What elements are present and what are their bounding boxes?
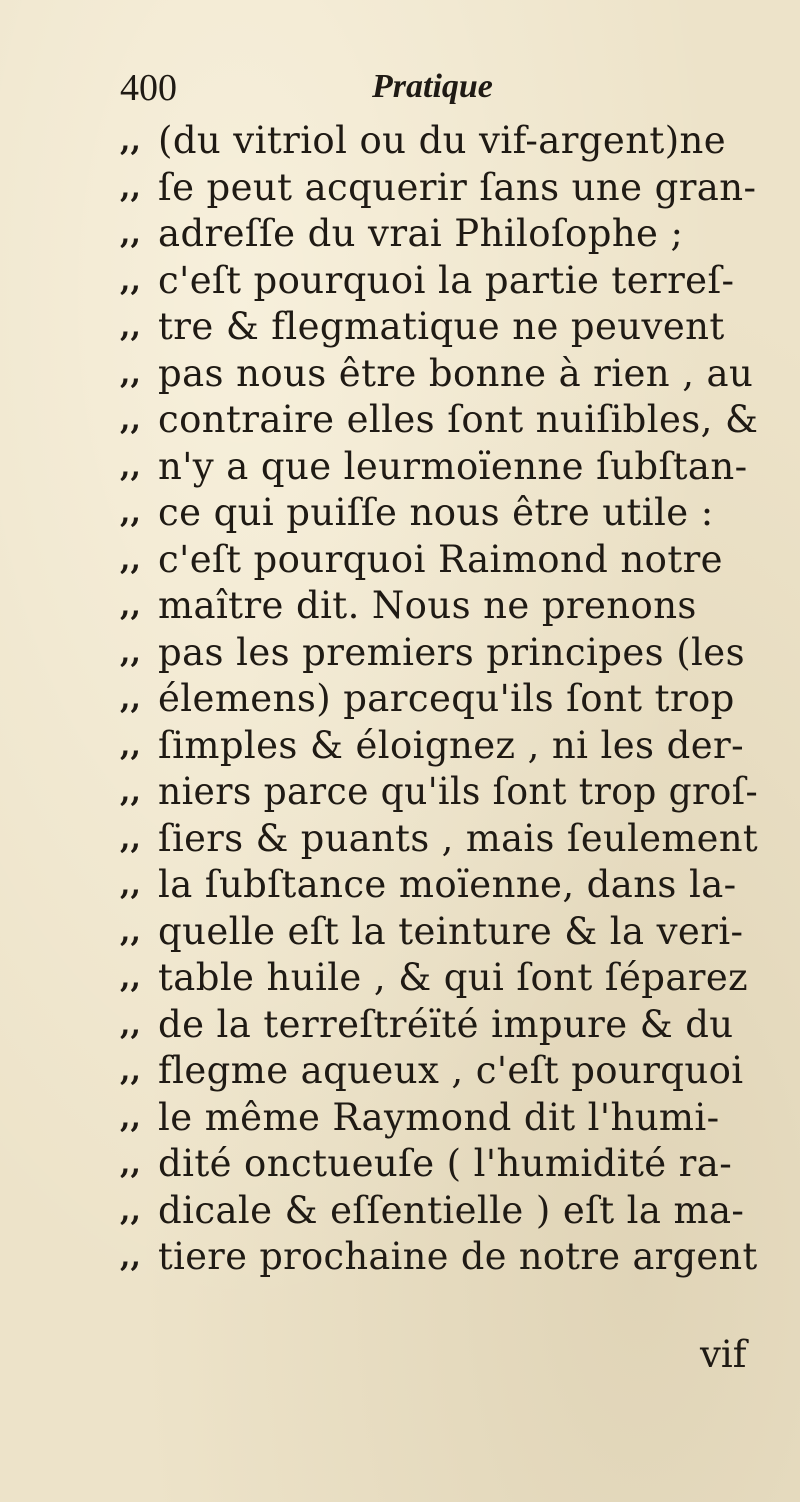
quote-mark: ,, — [120, 867, 141, 902]
line-text: ce qui puiſſe nous être utile : — [158, 491, 714, 534]
quote-mark: ,, — [120, 169, 141, 205]
quote-mark: ,, — [120, 1239, 141, 1274]
text-line — [120, 1002, 760, 1049]
text-line — [120, 444, 760, 491]
text-line — [120, 583, 760, 630]
text-line — [120, 769, 760, 816]
quote-mark: ,, — [120, 309, 141, 344]
quote-mark: ,, — [120, 588, 141, 623]
quote-mark: ,, — [120, 355, 141, 391]
quote-mark: ,, — [120, 1192, 141, 1228]
line-text: dicale & eſſentielle ) eſt la ma- — [158, 1188, 745, 1232]
quote-mark: ,, — [120, 1099, 141, 1135]
line-text: quelle eſt la teinture & la veri- — [158, 909, 744, 953]
text-line — [120, 630, 760, 677]
line-text: adreſſe du vrai Philoſophe ; — [158, 212, 684, 255]
line-text: pas les premiers principes (les — [158, 630, 745, 674]
text-line — [120, 676, 760, 723]
catchword: vif — [700, 1333, 747, 1376]
line-text: ſe peut acquerir ſans une gran- — [158, 165, 757, 209]
line-text: ſimples & éloignez , ni les der- — [158, 723, 744, 767]
line-text: flegme aqueux , c'eſt pourquoi — [158, 1049, 744, 1092]
text-line — [120, 1188, 760, 1235]
text-line — [120, 211, 760, 258]
line-text: élemens) parcequ'ils ſont trop — [158, 677, 735, 720]
quote-mark: ,, — [120, 960, 141, 995]
quote-mark: ,, — [120, 681, 141, 716]
text-line — [120, 490, 760, 537]
line-text: niers parce qu'ils ſont trop groſ- — [158, 770, 759, 813]
page-header — [120, 66, 680, 116]
line-text: maître dit. Nous ne prenons — [158, 584, 697, 627]
text-line — [120, 955, 760, 1002]
line-text: (du vitriol ou du vif-argent)ne — [158, 119, 727, 162]
line-text: contraire elles ſont nuiſibles, & — [158, 398, 759, 441]
line-text: dité onctueuſe ( l'humidité ra- — [158, 1142, 733, 1185]
quote-mark: ,, — [120, 1053, 141, 1088]
running-title: Pratique — [372, 68, 493, 105]
line-text: le même Raymond dit l'humi- — [158, 1095, 720, 1139]
quote-mark: ,, — [120, 216, 141, 251]
quote-mark: ,, — [120, 774, 141, 809]
quote-mark: ,, — [120, 1006, 141, 1042]
line-text: tiere prochaine de notre argent — [158, 1235, 758, 1278]
line-text: pas nous être bonne à rien , au — [158, 351, 754, 395]
line-text: de la terreſtréïté impure & du — [158, 1002, 734, 1046]
text-line — [120, 1141, 760, 1188]
quote-mark: ,, — [120, 495, 141, 530]
text-line — [120, 816, 760, 863]
text-line — [120, 537, 760, 584]
text-line — [120, 723, 760, 770]
quote-mark: ,, — [120, 541, 141, 577]
text-line — [120, 909, 760, 956]
body-text — [120, 118, 760, 1281]
quote-mark: ,, — [120, 913, 141, 949]
page-number: 400 — [120, 67, 177, 109]
text-line — [120, 304, 760, 351]
text-line — [120, 165, 760, 212]
text-line — [120, 351, 760, 398]
text-line — [120, 118, 760, 165]
quote-mark: ,, — [120, 727, 141, 763]
quote-mark: ,, — [120, 820, 141, 856]
text-line — [120, 397, 760, 444]
quote-mark: ,, — [120, 402, 141, 437]
text-line — [120, 258, 760, 305]
text-line — [120, 862, 760, 909]
text-line — [120, 1095, 760, 1142]
quote-mark: ,, — [120, 262, 141, 298]
line-text: c'eſt pourquoi Raimond notre — [158, 537, 723, 581]
text-line — [120, 1234, 760, 1281]
quote-mark: ,, — [120, 1146, 141, 1181]
line-text: n'y a que leurmoïenne ſubſtan- — [158, 444, 748, 488]
line-text: table huile , & qui ſont ſéparez — [158, 956, 749, 999]
line-text: c'eſt pourquoi la partie terreſ- — [158, 258, 735, 302]
quote-mark: ,, — [120, 634, 141, 670]
line-text: tre & flegmatique ne peuvent — [158, 305, 725, 348]
line-text: la ſubſtance moïenne, dans la- — [158, 863, 737, 906]
quote-mark: ,, — [120, 448, 141, 484]
text-line — [120, 1048, 760, 1095]
line-text: ſiers & puants , mais ſeulement — [158, 816, 759, 860]
quote-mark: ,, — [120, 123, 141, 158]
